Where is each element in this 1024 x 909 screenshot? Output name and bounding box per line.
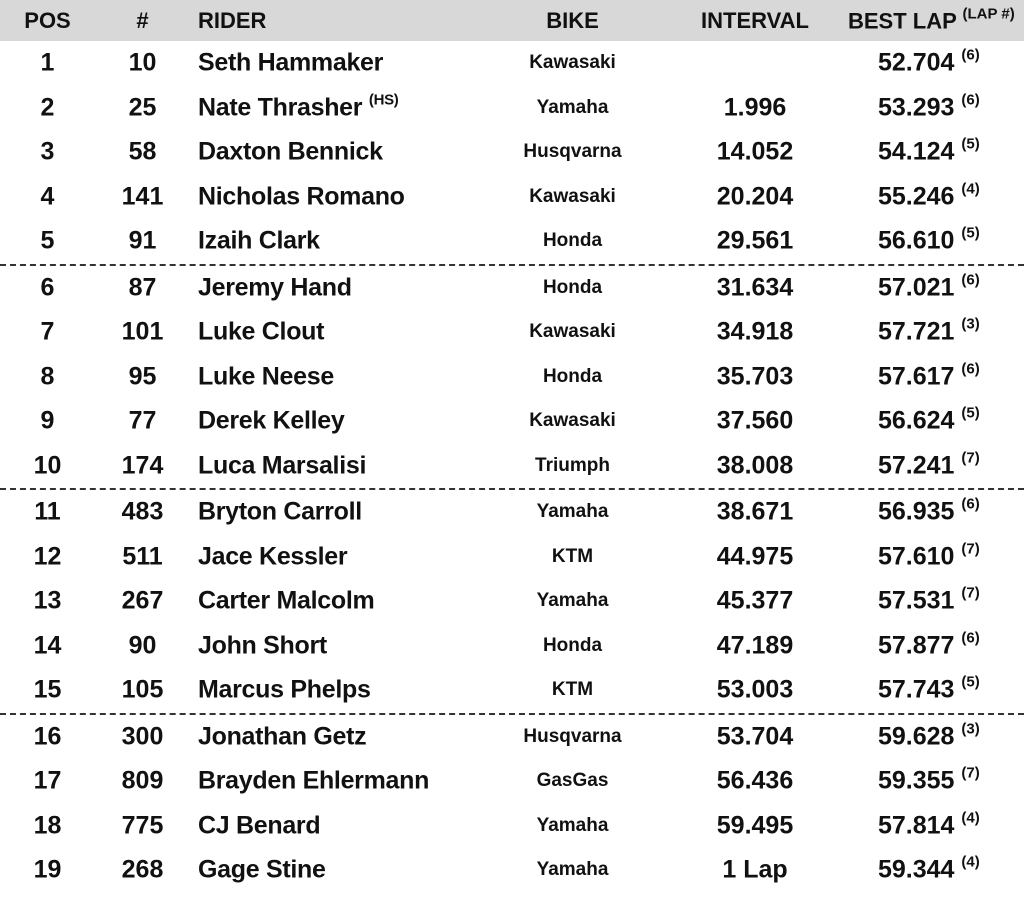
table-row	[0, 310, 1024, 355]
row-number: 483	[121, 497, 164, 526]
row-rider: Bryton Carroll	[198, 497, 362, 526]
row-lap-number: (6)	[961, 629, 980, 647]
col-interval: INTERVAL	[701, 7, 809, 33]
row-best-lap: 56.624 $^{(5)}$	[878, 404, 980, 435]
row-bike: Kawasaki	[529, 321, 616, 343]
row-best-lap: 57.721 $^{(3)}$	[878, 315, 980, 346]
row-bike: Yamaha	[536, 96, 609, 118]
row-rider: Luke Neese	[198, 362, 334, 391]
row-bike: Triumph	[535, 454, 610, 476]
row-pos: 3	[40, 137, 55, 166]
row-lap-number: (5)	[961, 135, 980, 153]
row-pos: 7	[40, 317, 55, 346]
table-row	[0, 715, 1024, 760]
row-pos: 5	[40, 226, 55, 255]
row-bike: GasGas	[536, 770, 609, 792]
col-rider: RIDER	[198, 7, 267, 33]
row-number: 268	[121, 855, 164, 884]
table-row	[0, 444, 1024, 491]
row-number: 101	[121, 317, 164, 346]
table-row	[0, 579, 1024, 624]
table-row	[0, 399, 1024, 444]
row-number: 58	[128, 137, 157, 166]
row-lap-number: (6)	[961, 360, 980, 378]
row-bike: Kawasaki	[529, 185, 616, 207]
row-lap-number: (4)	[961, 853, 980, 871]
row-lap-number: (6)	[961, 271, 980, 289]
row-bike: Honda	[542, 634, 603, 656]
row-pos: 11	[34, 497, 61, 526]
row-bike: Yamaha	[536, 590, 609, 612]
row-best-lap: 56.935 $^{(6)}$	[878, 495, 980, 526]
row-number: 300	[121, 722, 164, 751]
row-interval: 1.996	[723, 93, 787, 122]
row-best-lap: 57.021 $^{(6)}$	[878, 271, 980, 302]
row-lap-number: (5)	[961, 224, 980, 242]
row-pos: 16	[33, 722, 62, 751]
row-rider: Nicholas Romano	[198, 182, 405, 211]
row-best-lap: 57.610 $^{(7)}$	[878, 540, 980, 571]
row-best-lap: 57.814 $^{(4)}$	[878, 809, 980, 840]
row-rider: Jace Kessler	[198, 542, 348, 571]
row-best-lap: 54.124 $^{(5)}$	[878, 135, 980, 166]
row-pos: 1	[40, 48, 55, 77]
row-bike: KTM	[551, 545, 594, 567]
row-interval: 34.918	[716, 317, 794, 346]
row-interval: 35.703	[716, 362, 794, 391]
col-best-lap: BEST LAP $^{(LAP \#)}$	[848, 4, 1015, 34]
table-row	[0, 175, 1024, 220]
row-best-lap: 53.293 $^{(6)}$	[878, 91, 980, 122]
row-bike: Yamaha	[536, 501, 609, 523]
row-pos: 4	[40, 182, 55, 211]
row-bike: Honda	[542, 365, 603, 387]
table-row	[0, 219, 1024, 266]
row-lap-number: (7)	[961, 540, 980, 558]
row-lap-number: (4)	[961, 180, 980, 198]
row-interval: 38.671	[716, 497, 794, 526]
table-row	[0, 668, 1024, 715]
row-number: 10	[128, 48, 157, 77]
row-rider: Carter Malcolm	[198, 586, 375, 615]
row-interval: 56.436	[716, 766, 794, 795]
table-row	[0, 86, 1024, 131]
row-rider: Jonathan Getz	[198, 722, 367, 751]
row-interval: 45.377	[716, 586, 794, 615]
row-bike: KTM	[551, 679, 594, 701]
row-pos: 2	[40, 93, 55, 122]
col-bike: BIKE	[546, 7, 599, 33]
row-bike: Husqvarna	[523, 725, 622, 747]
row-number: 25	[128, 93, 157, 122]
row-number: 141	[121, 182, 164, 211]
row-rider: John Short	[198, 631, 327, 660]
row-best-lap: 59.628 $^{(3)}$	[878, 720, 980, 751]
row-bike: Honda	[542, 230, 603, 252]
row-pos: 17	[33, 766, 62, 795]
row-interval: 37.560	[716, 406, 794, 435]
col-number: #	[136, 7, 149, 33]
row-number: 105	[121, 675, 164, 704]
row-bike: Honda	[542, 276, 603, 298]
row-best-lap: 57.743 $^{(5)}$	[878, 673, 980, 704]
table-row	[0, 355, 1024, 400]
row-pos: 6	[40, 273, 55, 302]
row-best-lap: 56.610 $^{(5)}$	[878, 224, 980, 255]
row-interval: 29.561	[716, 226, 794, 255]
row-bike: Yamaha	[536, 814, 609, 836]
table-row	[0, 759, 1024, 804]
row-number: 775	[121, 811, 164, 840]
row-number: 95	[128, 362, 157, 391]
row-interval: 44.975	[716, 542, 794, 571]
row-number: 87	[128, 273, 157, 302]
row-number: 511	[122, 542, 163, 571]
row-rider: Seth Hammaker	[198, 48, 384, 77]
row-bike: Kawasaki	[529, 52, 616, 74]
row-number: 91	[128, 226, 157, 255]
row-lap-number: (7)	[961, 764, 980, 782]
row-lap-number: (7)	[961, 449, 980, 467]
row-pos: 10	[33, 451, 62, 480]
row-number: 809	[121, 766, 164, 795]
row-pos: 9	[40, 406, 55, 435]
row-pos: 19	[33, 855, 62, 884]
table-row	[0, 41, 1024, 86]
row-rider: Daxton Bennick	[198, 137, 383, 166]
row-lap-number: (5)	[961, 673, 980, 691]
row-lap-number: (4)	[961, 809, 980, 827]
row-bike: Kawasaki	[529, 410, 616, 432]
row-rider: Derek Kelley	[198, 406, 345, 435]
rider-sup: (HS)	[368, 91, 399, 109]
row-pos: 8	[40, 362, 55, 391]
row-pos: 14	[33, 631, 62, 660]
table-row	[0, 130, 1024, 175]
row-pos: 13	[33, 586, 62, 615]
row-lap-number: (6)	[961, 91, 980, 109]
row-lap-number: (6)	[961, 495, 980, 513]
row-best-lap: 59.355 $^{(7)}$	[878, 764, 980, 795]
row-interval: 53.704	[716, 722, 794, 751]
row-best-lap: 57.877 $^{(6)}$	[878, 629, 980, 660]
row-best-lap: 57.531 $^{(7)}$	[878, 584, 980, 615]
row-rider: Jeremy Hand	[198, 273, 352, 302]
row-rider: Luca Marsalisi	[198, 451, 367, 480]
col-pos: POS	[24, 7, 71, 33]
row-number: 174	[121, 451, 164, 480]
row-rider: Izaih Clark	[198, 226, 320, 255]
row-number: 77	[128, 406, 157, 435]
row-pos: 12	[33, 542, 62, 571]
row-best-lap: 59.344 $^{(4)}$	[878, 853, 980, 884]
row-interval: 1 Lap	[722, 855, 788, 884]
row-best-lap: 52.704 $^{(6)}$	[878, 46, 980, 77]
row-lap-number: (7)	[961, 584, 980, 602]
row-rider: Luke Clout	[198, 317, 325, 346]
row-rider: Marcus Phelps	[198, 675, 371, 704]
row-interval: 20.204	[716, 182, 794, 211]
row-pos: 18	[33, 811, 62, 840]
table-row	[0, 804, 1024, 849]
row-lap-number: (5)	[961, 404, 980, 422]
row-lap-number: (6)	[961, 46, 980, 64]
table-header	[0, 0, 1024, 41]
row-pos: 15	[33, 675, 62, 704]
row-lap-number: (3)	[961, 720, 980, 738]
row-interval: 31.634	[716, 273, 794, 302]
row-best-lap: 57.241 $^{(7)}$	[878, 449, 980, 480]
row-rider: Gage Stine	[198, 855, 326, 884]
row-rider: CJ Benard	[198, 811, 321, 840]
row-interval: 14.052	[716, 137, 794, 166]
table-row	[0, 624, 1024, 669]
table-row	[0, 266, 1024, 311]
row-number: 267	[121, 586, 164, 615]
row-interval: 47.189	[716, 631, 794, 660]
table-row	[0, 848, 1024, 893]
table-row	[0, 535, 1024, 580]
row-interval: 38.008	[716, 451, 794, 480]
row-best-lap: 55.246 $^{(4)}$	[878, 180, 980, 211]
row-lap-number: (3)	[961, 315, 980, 333]
row-rider: Nate Thrasher $^{(HS)}$	[198, 91, 399, 122]
row-bike: Husqvarna	[523, 141, 622, 163]
table-row	[0, 490, 1024, 535]
row-interval: 59.495	[716, 811, 794, 840]
col-best-lap-sup: (LAP #)	[962, 4, 1015, 22]
row-best-lap: 57.617 $^{(6)}$	[878, 360, 980, 391]
row-rider: Brayden Ehlermann	[198, 766, 430, 795]
table-body	[0, 41, 1024, 893]
row-number: 90	[128, 631, 157, 660]
row-bike: Yamaha	[536, 859, 609, 881]
row-interval: 53.003	[716, 675, 794, 704]
